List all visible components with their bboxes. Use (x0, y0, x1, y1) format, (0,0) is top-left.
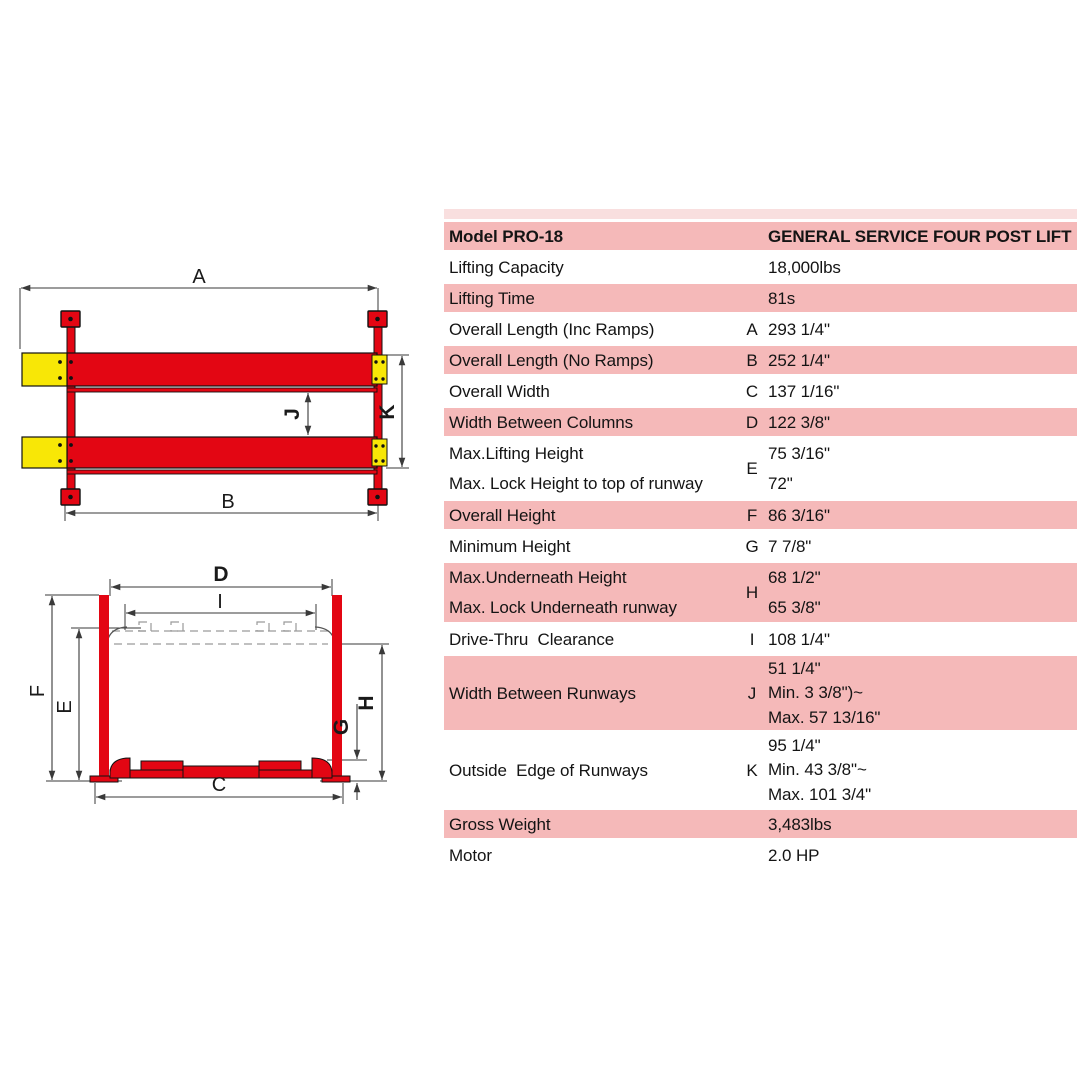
runway-top-lip (67, 388, 377, 392)
pad-top-right (372, 355, 387, 384)
spec-value: 18,000lbs (768, 257, 841, 277)
top-view-drawing (20, 266, 409, 521)
dim-letter: D (745, 412, 759, 432)
table-row (444, 284, 1077, 312)
spec-label: Width Between Columns (449, 412, 634, 432)
spec-value: Max. 57 13/16" (768, 708, 881, 728)
spec-label: Minimum Height (449, 536, 571, 556)
spec-value: 75 3/16" (768, 444, 830, 464)
spec-value: 81s (768, 288, 796, 308)
table-row (444, 810, 1077, 838)
raised-runway-dashed (112, 622, 330, 644)
spec-value: 122 3/8" (768, 412, 830, 432)
runway-top (67, 353, 377, 386)
spec-label: Width Between Runways (449, 683, 636, 703)
spec-label: Max.Underneath Height (449, 568, 627, 588)
table-header-row (444, 222, 1077, 250)
dim-letter: A (746, 319, 758, 339)
runway-bottom (67, 437, 377, 468)
table-row (444, 625, 1077, 653)
spec-label: Outside Edge of Runways (449, 760, 648, 780)
spec-table (444, 222, 1077, 872)
spec-value: 252 1/4" (768, 350, 830, 370)
table-row (444, 656, 1077, 730)
spec-label: Overall Height (449, 505, 556, 525)
front-view-drawing (27, 563, 389, 804)
spec-label: Lifting Capacity (449, 257, 564, 277)
spec-value: 95 1/4" (768, 735, 821, 755)
column-left (99, 595, 109, 781)
spec-value: 7 7/8" (768, 536, 812, 556)
spec-value: 86 3/16" (768, 505, 830, 525)
table-row (444, 439, 1077, 498)
dim-label-d: D (213, 563, 229, 586)
spec-value: 293 1/4" (768, 319, 830, 339)
table-row (444, 346, 1077, 374)
table-row (444, 408, 1077, 436)
table-row (444, 253, 1077, 281)
dim-letter: E (746, 459, 758, 478)
table-row (444, 733, 1077, 807)
runway-bottom-lip (67, 470, 377, 474)
dim-label-a: A (192, 266, 206, 288)
dim-letter: J (747, 683, 757, 703)
ramp-bottom (22, 437, 67, 468)
spec-value: Max. 101 3/4" (768, 785, 872, 805)
spec-label: Lifting Time (449, 288, 535, 308)
dim-letter: C (745, 381, 759, 401)
model-name: Model PRO-18 (449, 226, 564, 246)
dim-letter: K (746, 760, 758, 780)
dim-letter: G (745, 536, 759, 556)
spec-label: Gross Weight (449, 814, 551, 834)
dim-label-h: H (355, 695, 378, 711)
dim-label-j: J (281, 408, 304, 420)
spec-label: Overall Length (Inc Ramps) (449, 319, 655, 339)
column-right (332, 595, 342, 781)
dim-label-f: F (27, 684, 49, 698)
spec-value: Min. 3 3/8")~ (768, 683, 863, 703)
spec-value: 65 3/8" (768, 597, 821, 617)
pad-bottom-right (372, 439, 387, 466)
spec-label: Max.Lifting Height (449, 444, 584, 464)
dim-label-e: E (54, 700, 76, 714)
table-title: GENERAL SERVICE FOUR POST LIFT (768, 226, 1072, 246)
spec-value: 137 1/16" (768, 381, 840, 401)
dim-letter: F (746, 505, 758, 525)
spec-value: 108 1/4" (768, 629, 830, 649)
table-row (444, 841, 1077, 869)
table-row (444, 315, 1077, 343)
dim-label-c: C (211, 774, 227, 796)
spec-label: Max. Lock Height to top of runway (449, 473, 703, 493)
spec-value: 2.0 HP (768, 845, 820, 865)
spec-label: Overall Width (449, 381, 550, 401)
dim-label-g: G (330, 718, 353, 736)
table-row (444, 377, 1077, 405)
spec-label: Drive-Thru Clearance (449, 629, 615, 649)
ramp-top (22, 353, 67, 386)
dim-label-b: B (221, 491, 235, 513)
dim-letter: B (746, 350, 758, 370)
dim-label-k: K (376, 404, 399, 420)
table-row (444, 501, 1077, 529)
raised-runway-ends (107, 627, 335, 645)
dim-letter: H (745, 583, 759, 602)
lift-diagram (0, 0, 440, 1080)
corner-posts (61, 311, 387, 505)
spec-label: Max. Lock Underneath runway (449, 597, 677, 617)
spec-value: 72" (768, 473, 793, 493)
spec-value: 51 1/4" (768, 658, 821, 678)
spec-value: 3,483lbs (768, 814, 832, 834)
spec-value: 68 1/2" (768, 568, 821, 588)
spec-label: Motor (449, 845, 492, 865)
dim-label-i: I (217, 591, 223, 613)
spec-value: Min. 43 3/8"~ (768, 760, 867, 780)
table-row (444, 563, 1077, 622)
spec-label: Overall Length (No Ramps) (449, 350, 654, 370)
table-row (444, 532, 1077, 560)
dim-letter: I (749, 629, 755, 649)
table-top-shadow (444, 209, 1077, 219)
